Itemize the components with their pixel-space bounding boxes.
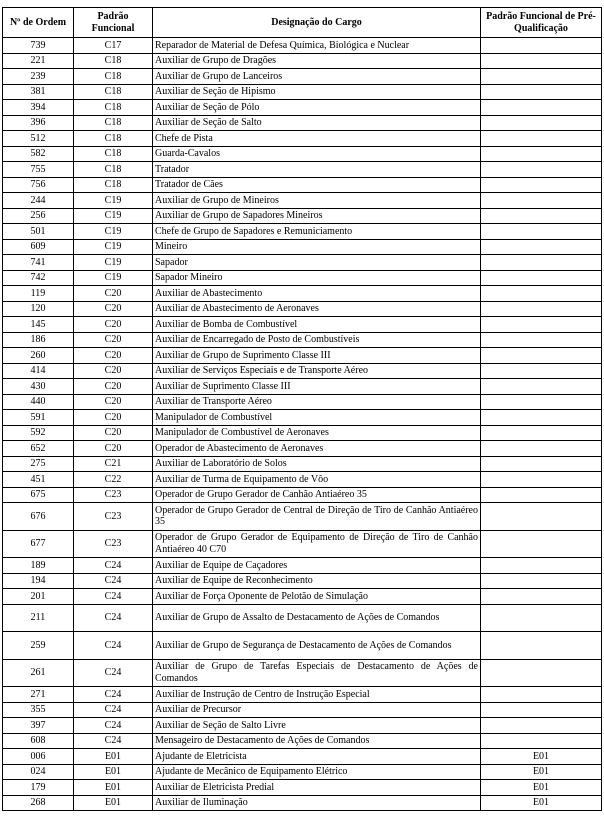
cell-prequal — [481, 456, 602, 472]
cell-padrao: C24 — [74, 604, 153, 632]
cell-ordem: 414 — [3, 363, 74, 379]
cell-prequal — [481, 659, 602, 687]
cell-padrao: C20 — [74, 363, 153, 379]
cell-padrao: C20 — [74, 317, 153, 333]
table-row — [3, 604, 602, 632]
cell-prequal — [481, 177, 602, 193]
cell-prequal — [481, 193, 602, 209]
table-row — [3, 100, 602, 116]
cell-ordem: 260 — [3, 348, 74, 364]
cell-ordem: 676 — [3, 503, 74, 531]
cell-ordem: 591 — [3, 410, 74, 426]
cell-ordem: 189 — [3, 558, 74, 574]
cell-prequal — [481, 69, 602, 85]
table-row — [3, 286, 602, 302]
cell-padrao: C20 — [74, 441, 153, 457]
header-ordem: Nº de Ordem — [3, 8, 74, 38]
table-row — [3, 53, 602, 69]
cell-ordem: 355 — [3, 702, 74, 718]
table-row — [3, 795, 602, 811]
cell-ordem: 677 — [3, 530, 74, 558]
cell-designacao: Auxiliar de Instrução de Centro de Instrução Especial — [153, 687, 481, 703]
cell-ordem: 221 — [3, 53, 74, 69]
cell-designacao: Auxiliar de Abastecimento de Aeronaves — [153, 301, 481, 317]
cell-prequal — [481, 270, 602, 286]
cell-padrao: C19 — [74, 255, 153, 271]
table-row — [3, 718, 602, 734]
cell-padrao: C24 — [74, 687, 153, 703]
table-row — [3, 456, 602, 472]
cell-ordem: 244 — [3, 193, 74, 209]
cell-padrao: C24 — [74, 589, 153, 605]
cell-padrao: C20 — [74, 301, 153, 317]
cell-ordem: 194 — [3, 573, 74, 589]
cell-prequal — [481, 239, 602, 255]
cell-prequal — [481, 702, 602, 718]
cell-designacao: Auxiliar de Grupo de Tarefas Especiais de Destacamento de Ações de Comandos — [153, 659, 481, 687]
cell-designacao: Auxiliar de Seção de Pólo — [153, 100, 481, 116]
table-row — [3, 659, 602, 687]
cell-ordem: 381 — [3, 84, 74, 100]
cell-designacao: Auxiliar de Precursor — [153, 702, 481, 718]
cell-prequal — [481, 589, 602, 605]
cell-ordem: 592 — [3, 425, 74, 441]
cell-ordem: 582 — [3, 146, 74, 162]
table-row — [3, 38, 602, 54]
table-row — [3, 84, 602, 100]
table-row — [3, 255, 602, 271]
cell-padrao: C19 — [74, 193, 153, 209]
cell-padrao: C20 — [74, 379, 153, 395]
cell-padrao: C18 — [74, 69, 153, 85]
cell-padrao: E01 — [74, 795, 153, 811]
cell-designacao: Sapador — [153, 255, 481, 271]
cell-prequal — [481, 286, 602, 302]
table-row — [3, 394, 602, 410]
cell-ordem: 256 — [3, 208, 74, 224]
table-row — [3, 632, 602, 660]
cell-padrao: C19 — [74, 239, 153, 255]
cell-ordem: 652 — [3, 441, 74, 457]
cell-padrao: C24 — [74, 573, 153, 589]
cell-ordem: 440 — [3, 394, 74, 410]
cell-ordem: 120 — [3, 301, 74, 317]
cell-prequal: E01 — [481, 749, 602, 765]
cell-prequal — [481, 530, 602, 558]
table-row — [3, 687, 602, 703]
cell-designacao: Auxiliar de Suprimento Classe III — [153, 379, 481, 395]
cell-designacao: Auxiliar de Seção de Hipismo — [153, 84, 481, 100]
table-row — [3, 317, 602, 333]
cell-ordem: 179 — [3, 780, 74, 796]
cell-designacao: Tratador de Cães — [153, 177, 481, 193]
cell-ordem: 512 — [3, 131, 74, 147]
cell-ordem: 394 — [3, 100, 74, 116]
cell-prequal: E01 — [481, 764, 602, 780]
header-prequal: Padrão Funcional de Pré-Qualificação — [481, 8, 602, 38]
table-row — [3, 702, 602, 718]
cell-prequal — [481, 503, 602, 531]
cell-padrao: C19 — [74, 224, 153, 240]
cell-prequal — [481, 38, 602, 54]
table-row — [3, 239, 602, 255]
cell-prequal — [481, 301, 602, 317]
cell-designacao: Auxiliar de Grupo de Segurança de Destacamento de Ações de Comandos — [153, 632, 481, 660]
cell-prequal — [481, 317, 602, 333]
cell-ordem: 145 — [3, 317, 74, 333]
table-row — [3, 558, 602, 574]
cell-ordem: 430 — [3, 379, 74, 395]
cell-padrao: C21 — [74, 456, 153, 472]
cell-designacao: Manipulador de Combustível de Aeronaves — [153, 425, 481, 441]
cell-ordem: 451 — [3, 472, 74, 488]
cell-prequal: E01 — [481, 795, 602, 811]
table-row — [3, 270, 602, 286]
cell-padrao: C18 — [74, 53, 153, 69]
cell-padrao: C20 — [74, 394, 153, 410]
cell-padrao: C18 — [74, 162, 153, 178]
table-row — [3, 69, 602, 85]
cell-prequal — [481, 558, 602, 574]
cell-designacao: Auxiliar de Seção de Salto — [153, 115, 481, 131]
cell-ordem: 211 — [3, 604, 74, 632]
cell-padrao: C24 — [74, 702, 153, 718]
table-body — [3, 38, 602, 811]
cell-designacao: Auxiliar de Equipe de Caçadores — [153, 558, 481, 574]
cell-prequal — [481, 224, 602, 240]
cell-ordem: 756 — [3, 177, 74, 193]
cell-padrao: C24 — [74, 733, 153, 749]
cell-padrao: C23 — [74, 487, 153, 503]
cell-prequal — [481, 115, 602, 131]
cell-ordem: 739 — [3, 38, 74, 54]
cell-designacao: Auxiliar de Grupo de Dragões — [153, 53, 481, 69]
cell-padrao: E01 — [74, 780, 153, 796]
cell-padrao: C23 — [74, 530, 153, 558]
cell-designacao: Auxiliar de Seção de Salto Livre — [153, 718, 481, 734]
table-row — [3, 348, 602, 364]
cell-designacao: Ajudante de Eletricista — [153, 749, 481, 765]
cell-ordem: 275 — [3, 456, 74, 472]
cell-ordem: 186 — [3, 332, 74, 348]
cell-designacao: Reparador de Material de Defesa Química, Biológica e Nuclear — [153, 38, 481, 54]
cell-ordem: 755 — [3, 162, 74, 178]
cell-prequal — [481, 363, 602, 379]
cargo-table — [2, 7, 602, 811]
cell-ordem: 201 — [3, 589, 74, 605]
table-row — [3, 733, 602, 749]
cell-ordem: 675 — [3, 487, 74, 503]
cell-designacao: Auxiliar de Serviços Especiais e de Transporte Aéreo — [153, 363, 481, 379]
cell-designacao: Auxiliar de Grupo de Sapadores Mineiros — [153, 208, 481, 224]
cell-prequal — [481, 84, 602, 100]
cell-prequal: E01 — [481, 780, 602, 796]
cell-padrao: C20 — [74, 348, 153, 364]
cell-padrao: E01 — [74, 749, 153, 765]
cell-ordem: 259 — [3, 632, 74, 660]
cell-prequal — [481, 131, 602, 147]
cell-prequal — [481, 379, 602, 395]
cell-ordem: 271 — [3, 687, 74, 703]
cell-prequal — [481, 255, 602, 271]
cell-ordem: 006 — [3, 749, 74, 765]
cell-ordem: 397 — [3, 718, 74, 734]
table-row — [3, 363, 602, 379]
cell-padrao: C18 — [74, 146, 153, 162]
cell-ordem: 119 — [3, 286, 74, 302]
cell-prequal — [481, 348, 602, 364]
cell-designacao: Auxiliar de Força Oponente de Pelotão de Simulação — [153, 589, 481, 605]
cell-padrao: C18 — [74, 100, 153, 116]
cell-padrao: C19 — [74, 208, 153, 224]
cell-padrao: C24 — [74, 718, 153, 734]
cell-padrao: C24 — [74, 659, 153, 687]
table-row — [3, 177, 602, 193]
table-row — [3, 301, 602, 317]
cell-designacao: Auxiliar de Grupo de Suprimento Classe III — [153, 348, 481, 364]
cell-designacao: Sapador Mineiro — [153, 270, 481, 286]
table-row — [3, 379, 602, 395]
cell-prequal — [481, 100, 602, 116]
table-row — [3, 162, 602, 178]
cell-designacao: Manipulador de Combustível — [153, 410, 481, 426]
cell-ordem: 268 — [3, 795, 74, 811]
cell-ordem: 741 — [3, 255, 74, 271]
cell-ordem: 501 — [3, 224, 74, 240]
cell-padrao: C18 — [74, 131, 153, 147]
table-row — [3, 193, 602, 209]
cell-designacao: Auxiliar de Equipe de Reconhecimento — [153, 573, 481, 589]
table-row — [3, 332, 602, 348]
cell-padrao: C20 — [74, 425, 153, 441]
cell-padrao: C18 — [74, 177, 153, 193]
table-row — [3, 530, 602, 558]
cell-designacao: Auxiliar de Eletricista Predial — [153, 780, 481, 796]
table-row — [3, 131, 602, 147]
cell-designacao: Mensageiro de Destacamento de Ações de Comandos — [153, 733, 481, 749]
table-row — [3, 487, 602, 503]
table-row — [3, 441, 602, 457]
cell-designacao: Chefe de Grupo de Sapadores e Remuniciamento — [153, 224, 481, 240]
cell-prequal — [481, 718, 602, 734]
cell-ordem: 608 — [3, 733, 74, 749]
table-row — [3, 573, 602, 589]
cell-prequal — [481, 441, 602, 457]
cell-designacao: Auxiliar de Laboratório de Solos — [153, 456, 481, 472]
cell-designacao: Auxiliar de Grupo de Mineiros — [153, 193, 481, 209]
cell-prequal — [481, 410, 602, 426]
table-row — [3, 115, 602, 131]
table-row — [3, 146, 602, 162]
cell-prequal — [481, 604, 602, 632]
cell-ordem: 024 — [3, 764, 74, 780]
cell-prequal — [481, 632, 602, 660]
cell-prequal — [481, 687, 602, 703]
cell-padrao: C17 — [74, 38, 153, 54]
cell-padrao: C20 — [74, 286, 153, 302]
cell-ordem: 239 — [3, 69, 74, 85]
cell-prequal — [481, 472, 602, 488]
cell-designacao: Auxiliar de Iluminação — [153, 795, 481, 811]
cell-designacao: Ajudante de Mecânico de Equipamento Elétrico — [153, 764, 481, 780]
cell-padrao: C18 — [74, 115, 153, 131]
table-row — [3, 410, 602, 426]
table-row — [3, 780, 602, 796]
cell-prequal — [481, 573, 602, 589]
table-row — [3, 208, 602, 224]
cell-prequal — [481, 487, 602, 503]
cell-designacao: Operador de Grupo Gerador de Central de Direção de Tiro de Canhão Antiaéreo 35 — [153, 503, 481, 531]
cell-designacao: Auxiliar de Abastecimento — [153, 286, 481, 302]
cell-padrao: C20 — [74, 332, 153, 348]
cell-designacao: Auxiliar de Grupo de Lanceiros — [153, 69, 481, 85]
cell-designacao: Auxiliar de Grupo de Assalto de Destacamento de Ações de Comandos — [153, 604, 481, 632]
table-row — [3, 224, 602, 240]
cell-prequal — [481, 425, 602, 441]
cell-padrao: C24 — [74, 558, 153, 574]
table-row — [3, 589, 602, 605]
cell-ordem: 609 — [3, 239, 74, 255]
cell-designacao: Tratador — [153, 162, 481, 178]
cell-padrao: C23 — [74, 503, 153, 531]
cell-prequal — [481, 146, 602, 162]
cell-designacao: Operador de Grupo Gerador de Canhão Antiaéreo 35 — [153, 487, 481, 503]
cell-prequal — [481, 733, 602, 749]
cell-padrao: C24 — [74, 632, 153, 660]
table-header-row — [3, 8, 602, 38]
cell-prequal — [481, 394, 602, 410]
cell-designacao: Chefe de Pista — [153, 131, 481, 147]
cell-designacao: Auxiliar de Bomba de Combustível — [153, 317, 481, 333]
table-row — [3, 749, 602, 765]
table-row — [3, 425, 602, 441]
cell-designacao: Mineiro — [153, 239, 481, 255]
header-padrao: Padrão Funcional — [74, 8, 153, 38]
cell-prequal — [481, 208, 602, 224]
cell-designacao: Auxiliar de Transporte Aéreo — [153, 394, 481, 410]
cell-ordem: 261 — [3, 659, 74, 687]
cell-designacao: Auxiliar de Encarregado de Posto de Combustíveis — [153, 332, 481, 348]
cell-prequal — [481, 53, 602, 69]
cell-padrao: C19 — [74, 270, 153, 286]
header-designacao: Designação do Cargo — [153, 8, 481, 38]
cell-padrao: C18 — [74, 84, 153, 100]
cell-ordem: 396 — [3, 115, 74, 131]
cell-padrao: C22 — [74, 472, 153, 488]
cell-padrao: C20 — [74, 410, 153, 426]
table-row — [3, 503, 602, 531]
cell-prequal — [481, 332, 602, 348]
cell-padrao: E01 — [74, 764, 153, 780]
cell-designacao: Auxiliar de Turma de Equipamento de Vôo — [153, 472, 481, 488]
cell-designacao: Operador de Grupo Gerador de Equipamento de Direção de Tiro de Canhão Antiaéreo 40 C70 — [153, 530, 481, 558]
table-row — [3, 472, 602, 488]
cell-prequal — [481, 162, 602, 178]
table-row — [3, 764, 602, 780]
cell-designacao: Guarda-Cavalos — [153, 146, 481, 162]
cell-designacao: Operador de Abastecimento de Aeronaves — [153, 441, 481, 457]
cell-ordem: 742 — [3, 270, 74, 286]
